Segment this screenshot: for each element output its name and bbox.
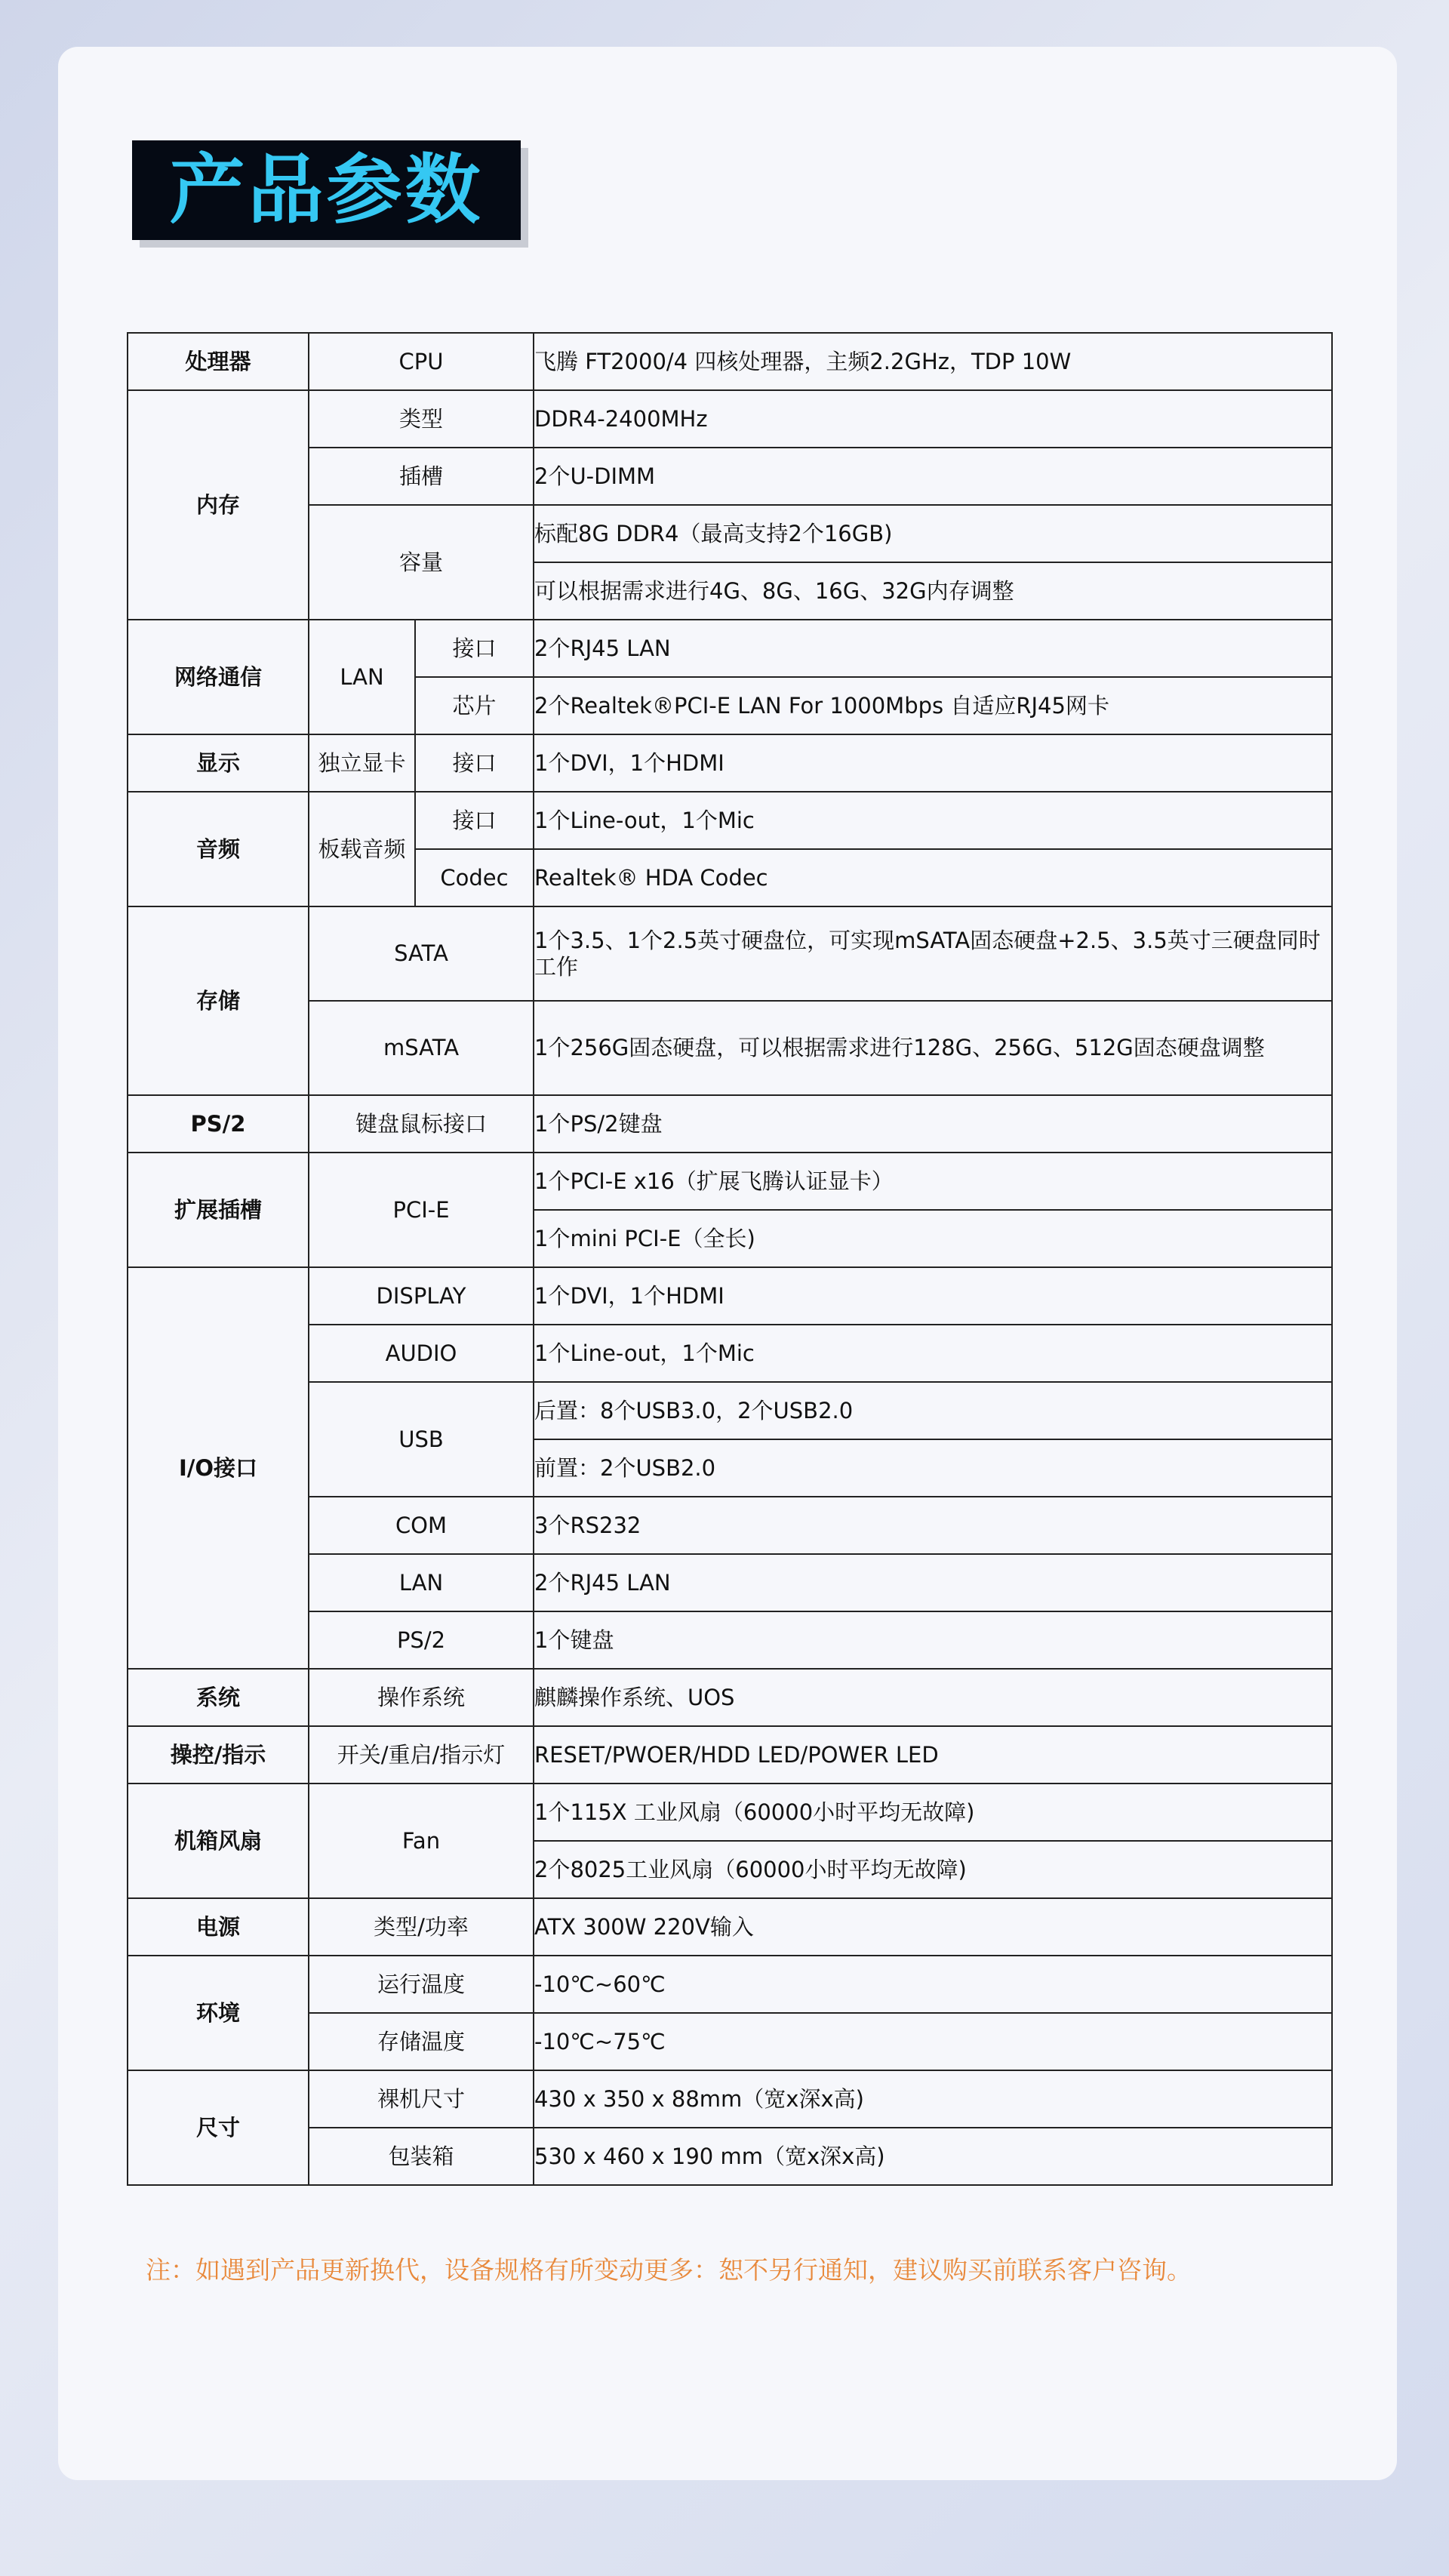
table-row: [128, 333, 1332, 390]
table-row: [128, 1267, 1332, 1325]
table-row: [128, 906, 1332, 1001]
spec-value: 2个RJ45 LAN: [534, 620, 1332, 677]
table-row: [128, 1784, 1332, 1841]
spec-value: 1个3.5、1个2.5英寸硬盘位，可实现mSATA固态硬盘+2.5、3.5英寸三硬盘同时工作: [534, 906, 1332, 1001]
spec-item: PCI-E: [309, 1153, 534, 1267]
spec-value: 1个Line-out，1个Mic: [534, 1325, 1332, 1382]
spec-category: 显示: [128, 734, 309, 792]
table-row: [128, 792, 1332, 849]
spec-category: 系统: [128, 1669, 309, 1726]
spec-value: -10℃~75℃: [534, 2013, 1332, 2070]
spec-category: 存储: [128, 906, 309, 1095]
table-row: [128, 1095, 1332, 1153]
spec-value: Realtek® HDA Codec: [534, 849, 1332, 906]
spec-category: 电源: [128, 1898, 309, 1956]
spec-item: DISPLAY: [309, 1267, 534, 1325]
page-title: 产品参数: [169, 146, 484, 234]
spec-item: mSATA: [309, 1001, 534, 1095]
spec-value: 1个DVI，1个HDMI: [534, 1267, 1332, 1325]
spec-value: -10℃~60℃: [534, 1956, 1332, 2013]
spec-value: 2个Realtek®PCI-E LAN For 1000Mbps 自适应RJ45网卡: [534, 677, 1332, 734]
spec-subitem: 接口: [415, 620, 534, 677]
spec-item: 类型: [309, 390, 534, 448]
spec-value: 1个mini PCI-E（全长): [534, 1210, 1332, 1267]
spec-value: 2个U-DIMM: [534, 448, 1332, 505]
spec-value: 飞腾 FT2000/4 四核处理器，主频2.2GHz，TDP 10W: [534, 333, 1332, 390]
spec-subitem: 接口: [415, 792, 534, 849]
table-row: [128, 1001, 1332, 1095]
spec-value: 1个键盘: [534, 1611, 1332, 1669]
spec-value: 1个PCI-E x16（扩展飞腾认证显卡）: [534, 1153, 1332, 1210]
spec-item: AUDIO: [309, 1325, 534, 1382]
spec-value: 1个115X 工业风扇（60000小时平均无故障): [534, 1784, 1332, 1841]
table-row: [128, 1669, 1332, 1726]
spec-value: 430 x 350 x 88mm（宽x深x高): [534, 2070, 1332, 2128]
spec-item: 插槽: [309, 448, 534, 505]
spec-value: RESET/PWOER/HDD LED/POWER LED: [534, 1726, 1332, 1784]
table-row: [128, 1898, 1332, 1956]
spec-category: 机箱风扇: [128, 1784, 309, 1898]
spec-value: 1个DVI，1个HDMI: [534, 734, 1332, 792]
table-row: [128, 1956, 1332, 2013]
spec-subitem: 芯片: [415, 677, 534, 734]
table-row: [128, 505, 1332, 562]
spec-item: LAN: [309, 1554, 534, 1611]
spec-value: 可以根据需求进行4G、8G、16G、32G内存调整: [534, 562, 1332, 620]
spec-value: 麒麟操作系统、UOS: [534, 1669, 1332, 1726]
table-row: [128, 1726, 1332, 1784]
spec-value: 1个PS/2键盘: [534, 1095, 1332, 1153]
spec-item: 包装箱: [309, 2128, 534, 2185]
spec-value: 3个RS232: [534, 1497, 1332, 1554]
spec-item: 操作系统: [309, 1669, 534, 1726]
spec-item: 存储温度: [309, 2013, 534, 2070]
spec-value: 前置：2个USB2.0: [534, 1439, 1332, 1497]
table-row: [128, 1153, 1332, 1210]
spec-item: 裸机尺寸: [309, 2070, 534, 2128]
spec-category: 网络通信: [128, 620, 309, 734]
table-row: [128, 2128, 1332, 2185]
spec-category: I/O接口: [128, 1267, 309, 1669]
table-row: [128, 2013, 1332, 2070]
spec-table: [127, 332, 1333, 2186]
spec-category: 内存: [128, 390, 309, 620]
table-row: [128, 1497, 1332, 1554]
spec-category: PS/2: [128, 1095, 309, 1153]
title-banner: [132, 140, 521, 240]
spec-item: LAN: [309, 620, 415, 734]
spec-item: 类型/功率: [309, 1898, 534, 1956]
spec-value: 530 x 460 x 190 mm（宽x深x高): [534, 2128, 1332, 2185]
spec-value: DDR4-2400MHz: [534, 390, 1332, 448]
spec-subitem: 接口: [415, 734, 534, 792]
spec-category: 扩展插槽: [128, 1153, 309, 1267]
spec-category: 环境: [128, 1956, 309, 2070]
table-row: [128, 1325, 1332, 1382]
spec-value: 1个256G固态硬盘，可以根据需求进行128G、256G、512G固态硬盘调整: [534, 1001, 1332, 1095]
spec-category: 尺寸: [128, 2070, 309, 2185]
table-row: [128, 620, 1332, 677]
spec-value: 2个8025工业风扇（60000小时平均无故障): [534, 1841, 1332, 1898]
table-row: [128, 1611, 1332, 1669]
spec-value: 1个Line-out，1个Mic: [534, 792, 1332, 849]
table-row: [128, 1554, 1332, 1611]
spec-category: 处理器: [128, 333, 309, 390]
spec-value: 标配8G DDR4（最高支持2个16GB): [534, 505, 1332, 562]
spec-value: ATX 300W 220V输入: [534, 1898, 1332, 1956]
table-row: [128, 448, 1332, 505]
spec-subitem: Codec: [415, 849, 534, 906]
spec-item: 容量: [309, 505, 534, 620]
spec-category: 音频: [128, 792, 309, 906]
spec-item: 独立显卡: [309, 734, 415, 792]
spec-category: 操控/指示: [128, 1726, 309, 1784]
spec-value: 2个RJ45 LAN: [534, 1554, 1332, 1611]
spec-item: 开关/重启/指示灯: [309, 1726, 534, 1784]
table-row: [128, 1382, 1332, 1439]
disclaimer-note: 注：如遇到产品更新换代，设备规格有所变动更多：恕不另行通知，建议购买前联系客户咨询。: [146, 2255, 1192, 2285]
spec-item: USB: [309, 1382, 534, 1497]
spec-item: 键盘鼠标接口: [309, 1095, 534, 1153]
spec-item: SATA: [309, 906, 534, 1001]
spec-item: Fan: [309, 1784, 534, 1898]
table-row: [128, 2070, 1332, 2128]
spec-item: PS/2: [309, 1611, 534, 1669]
spec-value: 后置：8个USB3.0，2个USB2.0: [534, 1382, 1332, 1439]
spec-item: 运行温度: [309, 1956, 534, 2013]
spec-item: 板载音频: [309, 792, 415, 906]
table-row: [128, 734, 1332, 792]
spec-item: COM: [309, 1497, 534, 1554]
table-row: [128, 390, 1332, 448]
spec-item: CPU: [309, 333, 534, 390]
